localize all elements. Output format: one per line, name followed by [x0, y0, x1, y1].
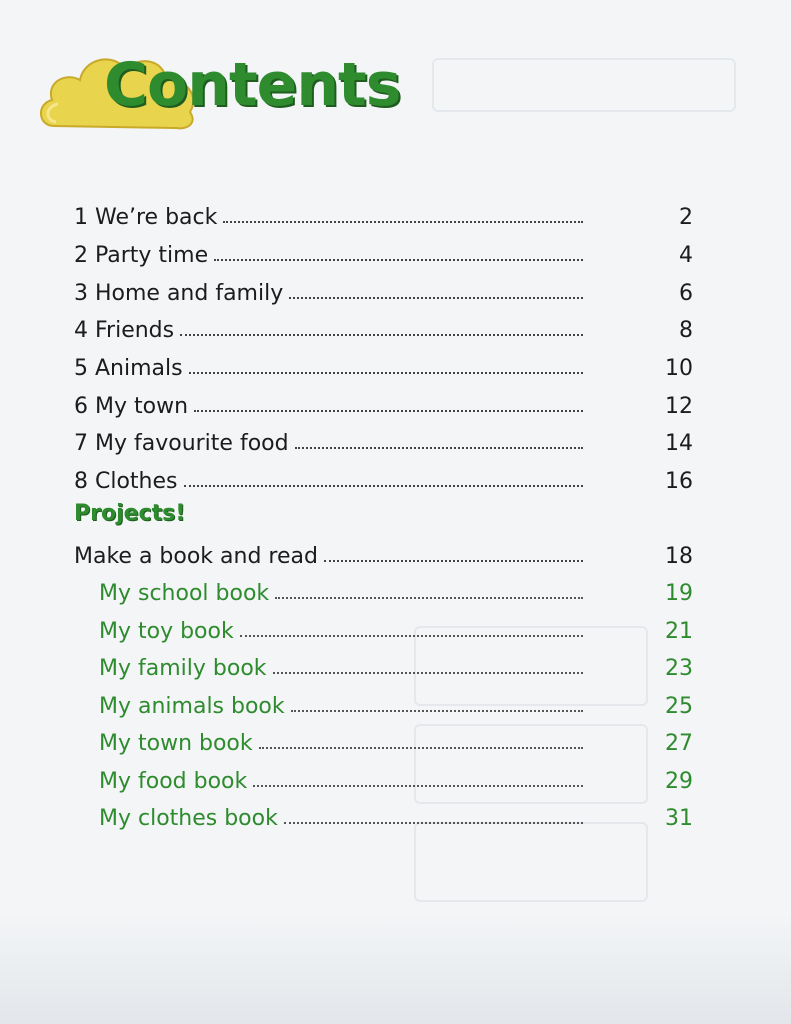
toc-page-number: 14	[665, 431, 693, 456]
toc-row-chapter-6[interactable]	[0, 390, 791, 424]
toc-label: 5 Animals	[74, 356, 183, 381]
toc-page-number: 19	[665, 581, 693, 606]
toc-row-chapter-2[interactable]	[0, 239, 791, 273]
toc-label: 1 We’re back	[74, 205, 218, 230]
toc-label: 3 Home and family	[74, 281, 284, 306]
toc-label: 2 Party time	[74, 243, 209, 268]
toc-label: 8 Clothes	[74, 469, 178, 494]
toc-page-number: 6	[679, 281, 693, 306]
toc-leader	[223, 221, 583, 223]
toc-page-number: 16	[665, 469, 693, 494]
toc-page-number: 31	[665, 806, 693, 831]
page-shadow	[0, 914, 791, 1024]
toc-page-number: 18	[665, 544, 693, 569]
toc-leader	[259, 747, 583, 749]
toc-row-animals-book[interactable]	[0, 690, 791, 724]
toc-row-chapter-4[interactable]	[0, 314, 791, 348]
toc-page-number: 25	[665, 694, 693, 719]
toc-label: Make a book and read	[74, 544, 318, 569]
toc-row-town-book[interactable]	[0, 727, 791, 761]
ghost-title-box	[432, 58, 736, 112]
toc-page-number: 27	[665, 731, 693, 756]
toc-row-chapter-7[interactable]	[0, 427, 791, 461]
title-area	[36, 38, 436, 138]
toc-leader	[184, 485, 583, 487]
toc-row-chapter-8[interactable]	[0, 465, 791, 499]
toc-label: My animals book	[99, 694, 285, 719]
toc-leader	[189, 372, 583, 374]
toc-leader	[295, 447, 583, 449]
toc-row-chapter-1[interactable]	[0, 201, 791, 235]
toc-leader	[291, 710, 583, 712]
projects-heading: Projects!	[74, 501, 186, 526]
toc-leader	[324, 560, 583, 562]
toc-page-number: 10	[665, 356, 693, 381]
toc-label: 4 Friends	[74, 318, 175, 343]
toc-page-number: 21	[665, 619, 693, 644]
toc-row-family-book[interactable]	[0, 652, 791, 686]
toc-row-food-book[interactable]	[0, 765, 791, 799]
toc-row-make-book[interactable]	[0, 540, 791, 574]
toc-leader	[289, 297, 583, 299]
toc-row-chapter-5[interactable]	[0, 352, 791, 386]
toc-row-toy-book[interactable]	[0, 615, 791, 649]
page-title: Contents	[104, 50, 401, 120]
toc-label: 6 My town	[74, 394, 189, 419]
toc-page-number: 23	[665, 656, 693, 681]
toc-label: My family book	[99, 656, 267, 681]
toc-page-number: 8	[679, 318, 693, 343]
toc-leader	[273, 672, 583, 674]
toc-leader	[284, 822, 583, 824]
toc-page-number: 4	[679, 243, 693, 268]
toc-label: My toy book	[99, 619, 234, 644]
toc-leader	[214, 259, 583, 261]
toc-label: My school book	[99, 581, 270, 606]
toc-row-chapter-3[interactable]	[0, 277, 791, 311]
toc-page-number: 29	[665, 769, 693, 794]
toc-leader	[253, 785, 583, 787]
toc-page-number: 12	[665, 394, 693, 419]
toc-label: 7 My favourite food	[74, 431, 289, 456]
toc-leader	[240, 635, 583, 637]
toc-leader	[275, 597, 583, 599]
toc-row-school-book[interactable]	[0, 577, 791, 611]
toc-page-number: 2	[679, 205, 693, 230]
toc-label: My town book	[99, 731, 253, 756]
toc-label: My clothes book	[99, 806, 278, 831]
toc-leader	[194, 410, 583, 412]
toc-row-clothes-book[interactable]	[0, 802, 791, 836]
toc-leader	[180, 334, 583, 336]
toc-label: My food book	[99, 769, 248, 794]
